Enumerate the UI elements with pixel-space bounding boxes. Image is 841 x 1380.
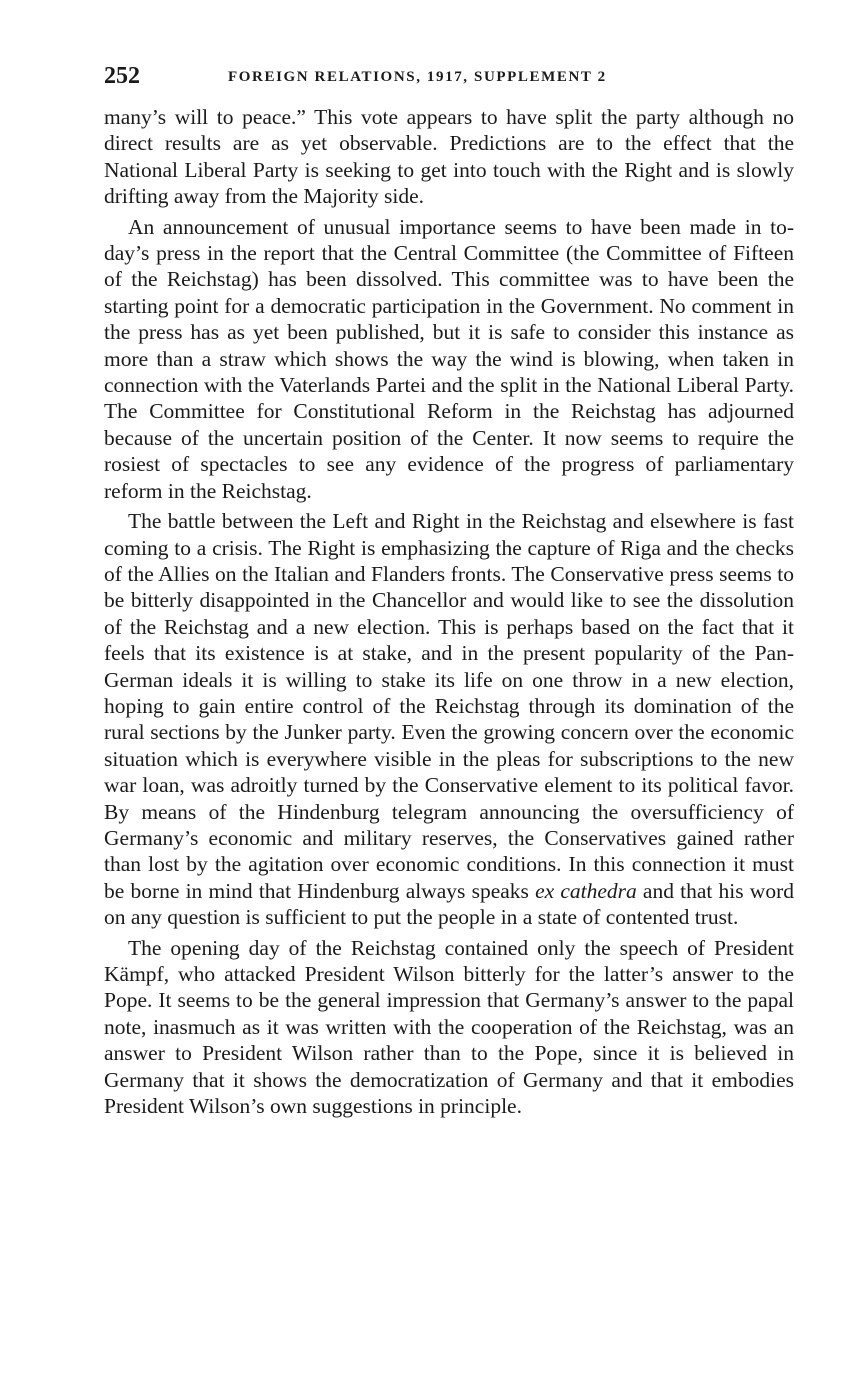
paragraph-1: many’s will to peace.” This vote appears to have split the party although no direct results are as yet observable. Predictions are to the effect that the National Liberal Party is seeking to get into touch with the Right and is slowly drifting away from the Majority side. (104, 105, 794, 209)
paragraph-3-text: The battle between the Left and Right in the Reichstag and elsewhere is fast coming to a crisis. The Right is emphasizing the capture of Riga and the checks of the Allies on the Italian and Flanders fronts. The Conservative press seems to be bitterly disappointed in the Chancellor and would like to see the dissolution of the Reichstag and a new election. This is perhaps based on the fact that it feels that its existence is at stake, and in the present popularity of the Pan-German ideals it is willing to stake its life on one throw in a new election, hoping to gain entire control of the Reichstag through its domination of the rural sections by the Junker party. Even the growing concern over the economic situation which is everywhere visible in the pleas for subscriptions to the new war loan, was adroitly turned by the Conservative element to its political favor. By means of the Hindenburg telegram announcing the oversufficiency of Germany’s economic and military reserves, the Conservatives gained rather than lost by the agitation over economic conditions. In this connection it must be borne in mind that Hindenburg always speaks (104, 509, 794, 903)
paragraph-3 (104, 508, 794, 931)
running-head: FOREIGN RELATIONS, 1917, SUPPLEMENT 2 (228, 69, 607, 85)
document-body (104, 104, 794, 1123)
page-header (104, 60, 794, 92)
paragraph-3-text-after: and that his word on any question is sufficient to put the people in a state of contented trust. (104, 878, 794, 930)
paragraph-3-italic-phrase: ex cathedra (535, 878, 637, 903)
page-number: 252 (104, 63, 140, 89)
paragraph-2: An announcement of unusual importance seems to have been made in to-day’s press in the report that the Central Committee (the Committee of Fifteen of the Reichstag) has been dissolved. This committee was to have been the starting point for a democratic participation in the Government. No comment in the press has as yet been published, but it is safe to consider this instance as more than a straw which shows the way the wind is blowing, when taken in connection with the Vaterlands Partei and the split in the National Liberal Party. The Committee for Constitutional Reform in the Reichstag has adjourned because of the uncertain position of the Center. It now seems to require the rosiest of spectacles to see any evidence of the progress of parliamentary reform in the Reichstag. (104, 214, 794, 503)
paragraph-4: The opening day of the Reichstag contained only the speech of President Kämpf, who attacked President Wilson bitterly for the latter’s answer to the Pope. It seems to be the general impression that Germany’s answer to the papal note, inasmuch as it was written with the cooperation of the Reichstag, was an answer to President Wilson rather than to the Pope, since it is believed in Germany that it shows the democratization of Germany and that it embodies President Wilson’s own suggestions in principle. (104, 935, 794, 1119)
